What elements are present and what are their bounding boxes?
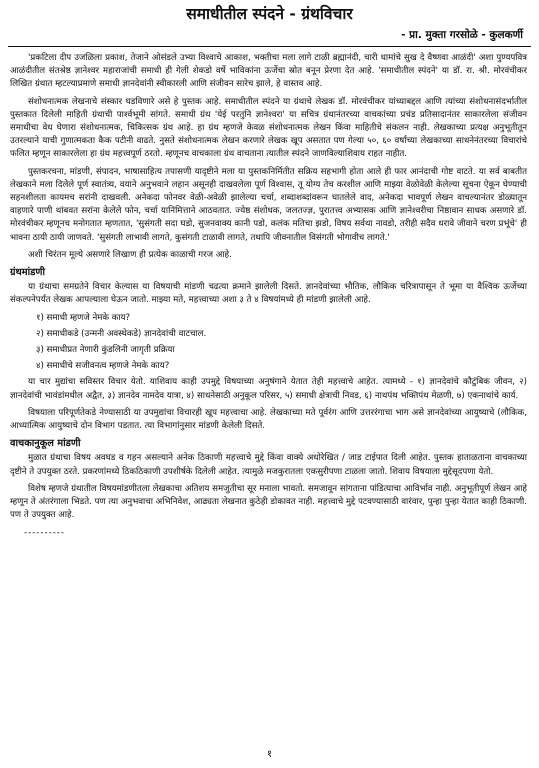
reader-paragraph-1: मुळात ग्रंथाचा विषय अवघड व गहन असल्याने अनेक ठिकाणी महत्त्वाचे मुद्दे किंवा वाक्ये अधोरेखित / जाड टाईपात दिली आहेत. पुस्तक हाताळताना वाचकाच्या दृष्टीने ते उपयुक्त ठरते. प्रकरणांमध्ये ठिकठिकाणी उपशीर्षके दिलेली आहेत. त्यामुळे मजकुरातला एकसुरीपणा टाळला जातो. शिवाय विषयाला मुद्देसूदपणा येतो. <box>10 453 527 477</box>
list-item: १) समाधी म्हणजे नेमके काय? <box>36 312 131 323</box>
article-body <box>10 52 527 540</box>
list-item: ४) समाधीचे सजीवनत्व म्हणजे नेमके काय? <box>36 361 170 372</box>
reader-paragraph-2: विशेष म्हणजे ग्रंथातील विषयमांडणीतला लेखकाचा अतिशय समजुतीचा सूर मनाला भावतो. समजावून सांगताना पांडित्याचा आविर्भाव नाही. अनुभूतीपूर्ण लेखन आहे म्हणून ते अंतरंगाला भिडते. पण त्या अनुभवाचा अभिनिवेश, आढ्यता लेखनात कुठेही डोकावत नाही. महत्त्वाचे मुद्दे पटवण्यासाठी वारंवार, पुन्हा पुन्हा येतात काही ठिकाणी. पण ते उपयुक्त आहे. <box>10 483 527 521</box>
title-divider <box>8 46 531 47</box>
list-item: २) समाधीकडे (उन्मनी अवस्थेकडे) ज्ञानदेवांची वाटचाल. <box>36 328 207 339</box>
page-title: समाधीतील स्पंदने - ग्रंथविचार <box>186 5 353 23</box>
intro-paragraph-2: संशोधनात्मक लेखनाचे संस्कार घडविणारे असे हे पुस्तक आहे. समाधीतील स्पंदने या ग्रंथाचे लेखक डॉ. मोरवंचीकर यांच्याबद्दल आणि त्यांच्या संशोधनासंदर्भातील पुस्तकात दिलेली माहिती ग्रंथाची पार्श्वभूमी सांगते. समाधी ग्रंथ 'येई परतुनि ज्ञानेश्वरा' या सचित्र ग्रंथानंतरच्या वाचकांच्या प्रचंड प्रतिसादानंतर साकारलेला संजीवन समाधीचा वेध घेणारा संशोधनात्मक, चिकित्सक ग्रंथ आहे. हा ग्रंथ म्हणजे केवळ संशोधनात्मक लेखन किंवा माहितीचे संकलन नाही. लेखकाच्या प्रत्यक्ष अनुभूतीतून उतरल्याने याची गुणात्मकता कैक पटीनी वाढते. नुसते संशोधनात्मक लेखन करणारे लेखक खूप असतात पण गेल्या ५०, ६० वर्षांच्या लेखकाच्या साधनेनंतरच्या विचारांचे फलित म्हणून साकारलेला हा ग्रंथ महत्त्वपूर्ण ठरतो. म्हणूनच वाचकाला ग्रंथ वाचताना त्यातील स्पंदने जाणविल्याशिवाय राहत नाहीत. <box>10 96 527 160</box>
closing-dashes: ---------- <box>24 527 66 538</box>
structure-topic-list <box>10 312 527 374</box>
structure-paragraph-1: या ग्रंथाचा समग्रतेने विचार केल्यास या विषयाची मांडणी चढत्या क्रमाने झालेली दिसते. ज्ञानदेवांच्या भौतिक, लौकिक चरित्रापासून ते भूमा या वैश्विक ऊर्जेच्या संकल्पनेपर्यंत लेखक आपल्याला घेऊन जातो. माझ्या मते, महत्त्वाच्या अशा ३ ते ४ विषयांमध्ये ही मांडणी झालेली आहे. <box>10 282 527 306</box>
structure-paragraph-3: विषयाला परिपूर्णतेकडे नेण्यासाठी या उपमुद्यांचा विचारही खूप महत्त्वाचा आहे. लेखकाच्या मते पूर्वरंग आणि उत्तररंगाचा भाग असे ज्ञानदेवांच्या आयुष्याचे (लौकिक, आध्यात्मिक आयुष्याचे दोन विभाग पडतात. त्या विभागांनुसार मांडणी केलेली दिसते. <box>10 407 527 432</box>
intro-paragraph-3: पुस्तकरचना, मांडणी, संपादन, भाषासाहित्य तपासणी यादृष्टीने मला या पुस्तकनिर्मितीत सक्रिय सहभागी होता आले ही फार आनंदाची गोष्ट वाटते. या सर्व बाबतीत लेखकाने मला दिलेले पूर्ण स्वातंत्र्य, वयाने अनुभवाने लहान असूनही दाखवलेला पूर्ण विश्वास, तू योग्य तेच करशील आणि माझ्या वेळोवेळी केलेल्या सूचना ऐकून घेण्याची सहनशीलता कायमच सरांनी दाखवली. अनेकदा फोनवर वेळी-अवेळी झालेल्या चर्चा, शब्दाशब्दांवरून घातलेले वाद, अनेकदा भावपूर्ण लेखन वाचल्यानंतर डोळ्यातून वाहणारे पाणी थांबवत सरांना केलेले फोन, चर्चा यानिमित्ताने आठवतात. ज्येष्ठ संशोधक, जलतज्ज्ञ, पुरातत्त्व अभ्यासक आणि ज्ञानेश्वरीचा निष्ठावान साधक असणारे डॉ. मोरवंचीकर म्हणूनच मनोगतात म्हणतात, 'सुसंगती सदा घडो, सुजनवाक्य कानी पडो, कलंक मतिचा झडो, विषय सर्वथा नावडो, तरीही सदैव धरावे जीवाने चरण प्रभूंचे' ही भावना ठायी ठायी जाणवते. 'सुसंगती लाभावी लागते, कुसंगती टाळावी लागते, तथापि जीवनातील विसंगती भोगावीच लागते.' <box>10 166 527 243</box>
page-number: १ <box>266 749 273 760</box>
author-line: - प्रा. मुक्ता गरसोळे - कुलकर्णी <box>401 29 523 41</box>
section-heading-structure: ग्रंथमांडणी <box>10 267 46 279</box>
structure-paragraph-2: या चार मुद्यांचा सविस्तर विचार येतो. याशिवाय काही उपमुद्दे विषयाच्या अनुषंगाने येतात तेही महत्त्वाचे आहेत. त्यामध्ये - १) ज्ञानदेवांचे कौटुंबिक जीवन, २) ज्ञानदेवांची भावंडांमधील अद्वैत, ३) ज्ञानदेव नामदेव यात्रा, ४) साधनेसाठी अनुकूल परिसर, ५) समाधी क्षेत्राची निवड, ६) नाथपंथ भक्तिपंथ मेळणी, ७) एकनाथांचे कार्य. <box>10 377 527 401</box>
list-item: ३) समाधीप्रत नेणारी कुंडलिनी जागृती प्रक्रिया <box>36 345 175 356</box>
intro-paragraph-4: अशी चिरंतन मूल्ये असणारे लिखाण ही प्रत्येक काळाची गरज आहे. <box>28 249 232 260</box>
section-heading-reader-friendly: वाचकानुकूल मांडणी <box>10 438 81 450</box>
intro-paragraph-1: 'प्रकटिला दीप उजळिला प्रकाश, तेजाने ओसंडले उभ्या विश्वाचे आकाश, भक्तीचा मला लागे टाळी ब्रह्मानंदी, चारी धामांचे सुख दे वैष्णवा आळंदी' अशा पुण्यपवित्र आळंदीतील संतश्रेष्ठ ज्ञानेश्वर महाराजांची समाधी ही गेली शेकडो वर्षे भाविकांना ऊर्जेचा स्रोत बनून प्रेरणा देत आहे. 'समाधीतील स्पंदने' या डॉ. रा. श्री. मोरवंचीकर लिखित ग्रंथात म्हटल्याप्रमाणे समाधी ज्ञानदेवांनी स्वीकारली आणि संजीवन सारेच झाले, हे वास्तव आहे. <box>10 53 527 90</box>
